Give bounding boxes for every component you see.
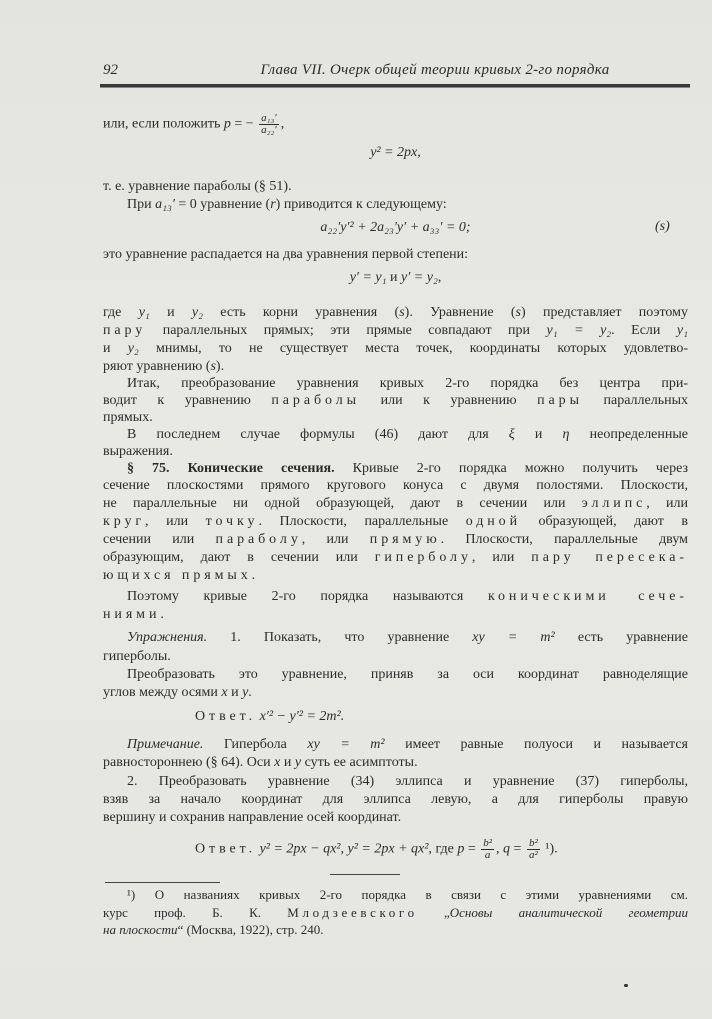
fraction-numerator: b² bbox=[483, 837, 493, 849]
spaced-emphasis: круг bbox=[103, 514, 146, 529]
text-segment: имеет равные полуоси и называется bbox=[384, 737, 688, 752]
text-segment: = bbox=[510, 841, 525, 857]
spaced-emphasis: гиперболу bbox=[374, 550, 472, 565]
text-segment: и bbox=[227, 685, 243, 700]
text-line bbox=[127, 736, 688, 754]
fraction-denominator: a² bbox=[528, 849, 538, 861]
page-number: 92 bbox=[103, 62, 118, 78]
text-segment: = 0 уравнение ( bbox=[174, 197, 271, 212]
text-segment: или к уравнению bbox=[360, 393, 538, 408]
text-segment: есть корни уравнения ( bbox=[203, 305, 400, 320]
text-segment: взяв за начало координат для эллипса левую, а для гиперболы правую bbox=[103, 792, 688, 807]
text-line bbox=[127, 460, 688, 478]
math-or-italic-text: ξ bbox=[508, 427, 515, 442]
math-or-italic-text: Примечание. bbox=[127, 737, 204, 752]
math-or-italic-text: s bbox=[399, 305, 405, 320]
math-or-italic-text: Основы аналитической геометрии bbox=[449, 905, 688, 920]
text-line bbox=[103, 322, 688, 340]
text-line bbox=[103, 606, 688, 624]
text-segment: и bbox=[149, 305, 192, 320]
text-segment: , или bbox=[471, 550, 532, 565]
text-segment: , или bbox=[145, 514, 206, 529]
text-line bbox=[103, 549, 688, 567]
text-segment: образующим, дают в сечении или bbox=[103, 550, 375, 565]
math-or-italic-text: x′² − y′² = 2m². bbox=[259, 709, 345, 724]
text-segment: равностороннею (§ 64). Оси bbox=[103, 755, 275, 770]
text-segment: мнимы, то не существует места точек, координаты которых удовлетво- bbox=[138, 341, 688, 356]
text-segment: суть ее асимптоты. bbox=[301, 755, 418, 770]
math-or-italic-text: x bbox=[221, 685, 228, 700]
fraction-denominator: a bbox=[481, 849, 494, 861]
text-segment: Поэтому кривые 2-го порядка называются bbox=[127, 589, 488, 604]
text-line bbox=[103, 392, 688, 410]
fraction bbox=[481, 838, 494, 861]
math-or-italic-text: y₂ bbox=[191, 305, 203, 320]
text-line bbox=[103, 358, 688, 376]
text-segment: ¹) О названиях кривых 2-го порядка в связи с этими уравнениями см. bbox=[127, 887, 688, 902]
header-rule bbox=[100, 84, 690, 88]
spaced-emphasis: ниями bbox=[103, 607, 161, 622]
text-line bbox=[103, 144, 688, 162]
text-line bbox=[127, 588, 688, 606]
text-segment: , bbox=[280, 116, 285, 132]
text-line bbox=[103, 409, 688, 427]
fraction bbox=[527, 838, 540, 861]
text-line bbox=[127, 426, 688, 444]
text-line bbox=[103, 495, 688, 513]
spaced-emphasis: точку bbox=[205, 514, 259, 529]
text-line bbox=[103, 178, 688, 196]
text-segment: ). Уравнение ( bbox=[404, 305, 516, 320]
text-segment: , bbox=[437, 270, 442, 285]
spaced-emphasis: пару bbox=[103, 323, 147, 338]
fraction-numerator: a₁₃′ bbox=[261, 112, 277, 124]
text-line bbox=[127, 629, 688, 647]
math-or-italic-text: y₁ = y₂ bbox=[546, 323, 612, 338]
math-or-italic-text: y₂ bbox=[127, 341, 139, 356]
text-segment: гиперболы. bbox=[103, 649, 171, 664]
text-line bbox=[103, 567, 688, 585]
spaced-emphasis: одной bbox=[465, 514, 522, 529]
spaced-emphasis: Ответ. bbox=[195, 841, 257, 857]
text-line bbox=[195, 837, 712, 861]
spaced-emphasis: пару пересека- bbox=[531, 550, 688, 565]
math-or-italic-text: y₁ bbox=[676, 323, 688, 338]
text-segment: или, если положить bbox=[103, 116, 224, 132]
text-line bbox=[103, 269, 688, 287]
text-segment: это уравнение распадается на два уравнения первой степени: bbox=[103, 247, 469, 262]
text-segment: = − bbox=[230, 116, 258, 132]
text-segment: . bbox=[160, 607, 164, 622]
text-line bbox=[127, 196, 712, 214]
text-line bbox=[103, 791, 688, 809]
text-segment: 2. Преобразовать уравнение (34) эллипса и уравнение (37) гиперболы, bbox=[127, 774, 688, 789]
text-segment: . Плоскости, параллельные двум bbox=[440, 532, 688, 547]
text-line bbox=[195, 708, 712, 726]
math-or-italic-text: r bbox=[270, 197, 276, 212]
math-or-italic-text: Упражнения. bbox=[127, 630, 208, 645]
text-segment: водит к уравнению bbox=[103, 393, 272, 408]
math-or-italic-text: p bbox=[457, 841, 465, 857]
equation-label: (s) bbox=[655, 219, 670, 234]
text-line bbox=[103, 246, 688, 264]
math-or-italic-text: y bbox=[294, 755, 302, 770]
text-segment: Гипербола bbox=[203, 737, 308, 752]
math-or-italic-text: y′ = y₁ bbox=[349, 270, 387, 285]
text-segment: Итак, преобразование уравнения кривых 2-го порядка без центра при- bbox=[127, 376, 688, 391]
math-or-italic-text: на плоскости bbox=[103, 922, 178, 937]
text-segment: = bbox=[464, 841, 480, 857]
math-or-italic-text: a₁₃′ bbox=[155, 197, 175, 212]
text-line bbox=[103, 304, 688, 322]
text-segment: Кривые 2-го порядка можно получить через bbox=[334, 461, 688, 476]
math-or-italic-text: x bbox=[274, 755, 281, 770]
text-line bbox=[103, 648, 688, 666]
text-segment: есть уравнение bbox=[554, 630, 688, 645]
spaced-emphasis: параболу bbox=[215, 532, 302, 547]
text-line bbox=[127, 375, 688, 393]
text-line bbox=[103, 340, 688, 358]
math-or-italic-text: y bbox=[242, 685, 249, 700]
text-line bbox=[103, 809, 688, 827]
footnote-line bbox=[103, 921, 688, 939]
math-or-italic-text: y² = 2px, bbox=[370, 145, 421, 160]
footnote-line bbox=[103, 904, 688, 922]
text-segment: Преобразовать это уравнение, приняв за оси координат равноделящие bbox=[127, 667, 688, 682]
footnote-line bbox=[127, 886, 688, 904]
text-segment: неопределенные bbox=[569, 427, 688, 442]
text-line bbox=[103, 684, 688, 702]
text-segment: сечение плоскостями прямого кругового конуса с двумя полостями. Плоскости, bbox=[103, 478, 688, 493]
text-line bbox=[127, 773, 688, 791]
spaced-emphasis: параболы bbox=[271, 393, 361, 408]
spaced-emphasis: прямую bbox=[369, 532, 441, 547]
text-segment: прямых. bbox=[103, 410, 153, 425]
math-or-italic-text: y₁ bbox=[138, 305, 150, 320]
text-segment: т. е. уравнение параболы (§ 51). bbox=[103, 179, 292, 194]
spaced-emphasis: ющихся прямых bbox=[103, 568, 252, 583]
math-or-italic-text: q bbox=[503, 841, 511, 857]
text-segment: “ (Москва, 1922), стр. 240. bbox=[177, 922, 324, 937]
footnote-rule bbox=[105, 882, 220, 883]
text-segment: образующей, дают в bbox=[521, 514, 688, 529]
text-segment: ) представляет поэтому bbox=[520, 305, 689, 320]
text-segment: параллельных прямых; эти прямые совпадают при bbox=[146, 323, 547, 338]
text-segment: и bbox=[386, 270, 401, 285]
text-segment: В последнем случае формулы (46) дают для bbox=[127, 427, 509, 442]
text-segment: , или bbox=[646, 496, 688, 511]
text-segment: и bbox=[514, 427, 563, 442]
fraction-numerator: b² bbox=[528, 837, 538, 849]
text-segment: „ bbox=[417, 905, 450, 920]
text-segment: где bbox=[431, 841, 458, 857]
text-segment: 1. Показать, что уравнение bbox=[207, 630, 473, 645]
text-segment: . bbox=[251, 568, 256, 583]
text-segment: вершину и сохранив направление осей координат. bbox=[103, 810, 402, 825]
math-or-italic-text: η bbox=[562, 427, 570, 442]
text-segment: ) приводится к следующему: bbox=[275, 197, 447, 212]
fraction bbox=[259, 113, 279, 136]
text-line bbox=[103, 754, 688, 772]
text-segment: . Плоскости, параллельные bbox=[258, 514, 466, 529]
section-end-rule bbox=[330, 874, 400, 875]
text-segment: и bbox=[280, 755, 295, 770]
text-segment: курс проф. Б. К. bbox=[103, 905, 288, 920]
text-segment: , bbox=[496, 841, 504, 857]
text-line bbox=[103, 477, 688, 495]
text-line bbox=[103, 513, 688, 531]
text-line bbox=[103, 531, 688, 549]
text-line bbox=[127, 666, 688, 684]
math-or-italic-text: y′ = y₂ bbox=[401, 270, 438, 285]
spaced-emphasis: коническими сече- bbox=[487, 589, 688, 604]
text-segment: . bbox=[248, 685, 252, 700]
text-segment: ¹). bbox=[541, 841, 558, 857]
text-line bbox=[103, 112, 688, 136]
text-line bbox=[103, 443, 688, 461]
spaced-emphasis: пары bbox=[537, 393, 583, 408]
text-segment: . Если bbox=[611, 323, 677, 338]
math-or-italic-text: xy = m² bbox=[472, 630, 555, 645]
scan-speck bbox=[624, 984, 628, 987]
text-segment: где bbox=[103, 305, 139, 320]
spaced-emphasis: Ответ. bbox=[195, 709, 257, 724]
fraction-denominator: a₂₂′ bbox=[261, 124, 277, 136]
math-or-italic-text: a₂₂′y′² + 2a₂₃′y′ + a₃₃′ = 0; bbox=[320, 220, 471, 235]
text-segment: углов между осями bbox=[103, 685, 222, 700]
math-or-italic-text: s bbox=[515, 305, 521, 320]
text-line bbox=[103, 219, 688, 237]
text-segment: ). bbox=[215, 359, 225, 374]
math-or-italic-text: s bbox=[210, 359, 216, 374]
text-segment: не параллельные ни одной образующей, дают в сечении или bbox=[103, 496, 582, 511]
math-or-italic-text: xy = m² bbox=[307, 737, 385, 752]
section-heading: § 75. Конические сечения. bbox=[127, 461, 335, 476]
running-title: Глава VII. Очерк общей теории кривых 2-го порядка bbox=[260, 62, 610, 78]
text-segment: и bbox=[103, 341, 128, 356]
math-or-italic-text: y² = 2px − qx², y² = 2px + qx², bbox=[259, 841, 432, 857]
text-segment: ряют уравнению ( bbox=[103, 359, 211, 374]
text-segment: При bbox=[127, 197, 156, 212]
text-segment: , или bbox=[301, 532, 370, 547]
text-segment: выражения. bbox=[103, 444, 173, 459]
spaced-emphasis: Млодзеевского bbox=[287, 905, 418, 920]
spaced-emphasis: эллипс bbox=[581, 496, 647, 511]
text-segment: сечении или bbox=[103, 532, 216, 547]
text-segment: параллельных bbox=[582, 393, 689, 408]
math-or-italic-text: p bbox=[223, 116, 231, 132]
